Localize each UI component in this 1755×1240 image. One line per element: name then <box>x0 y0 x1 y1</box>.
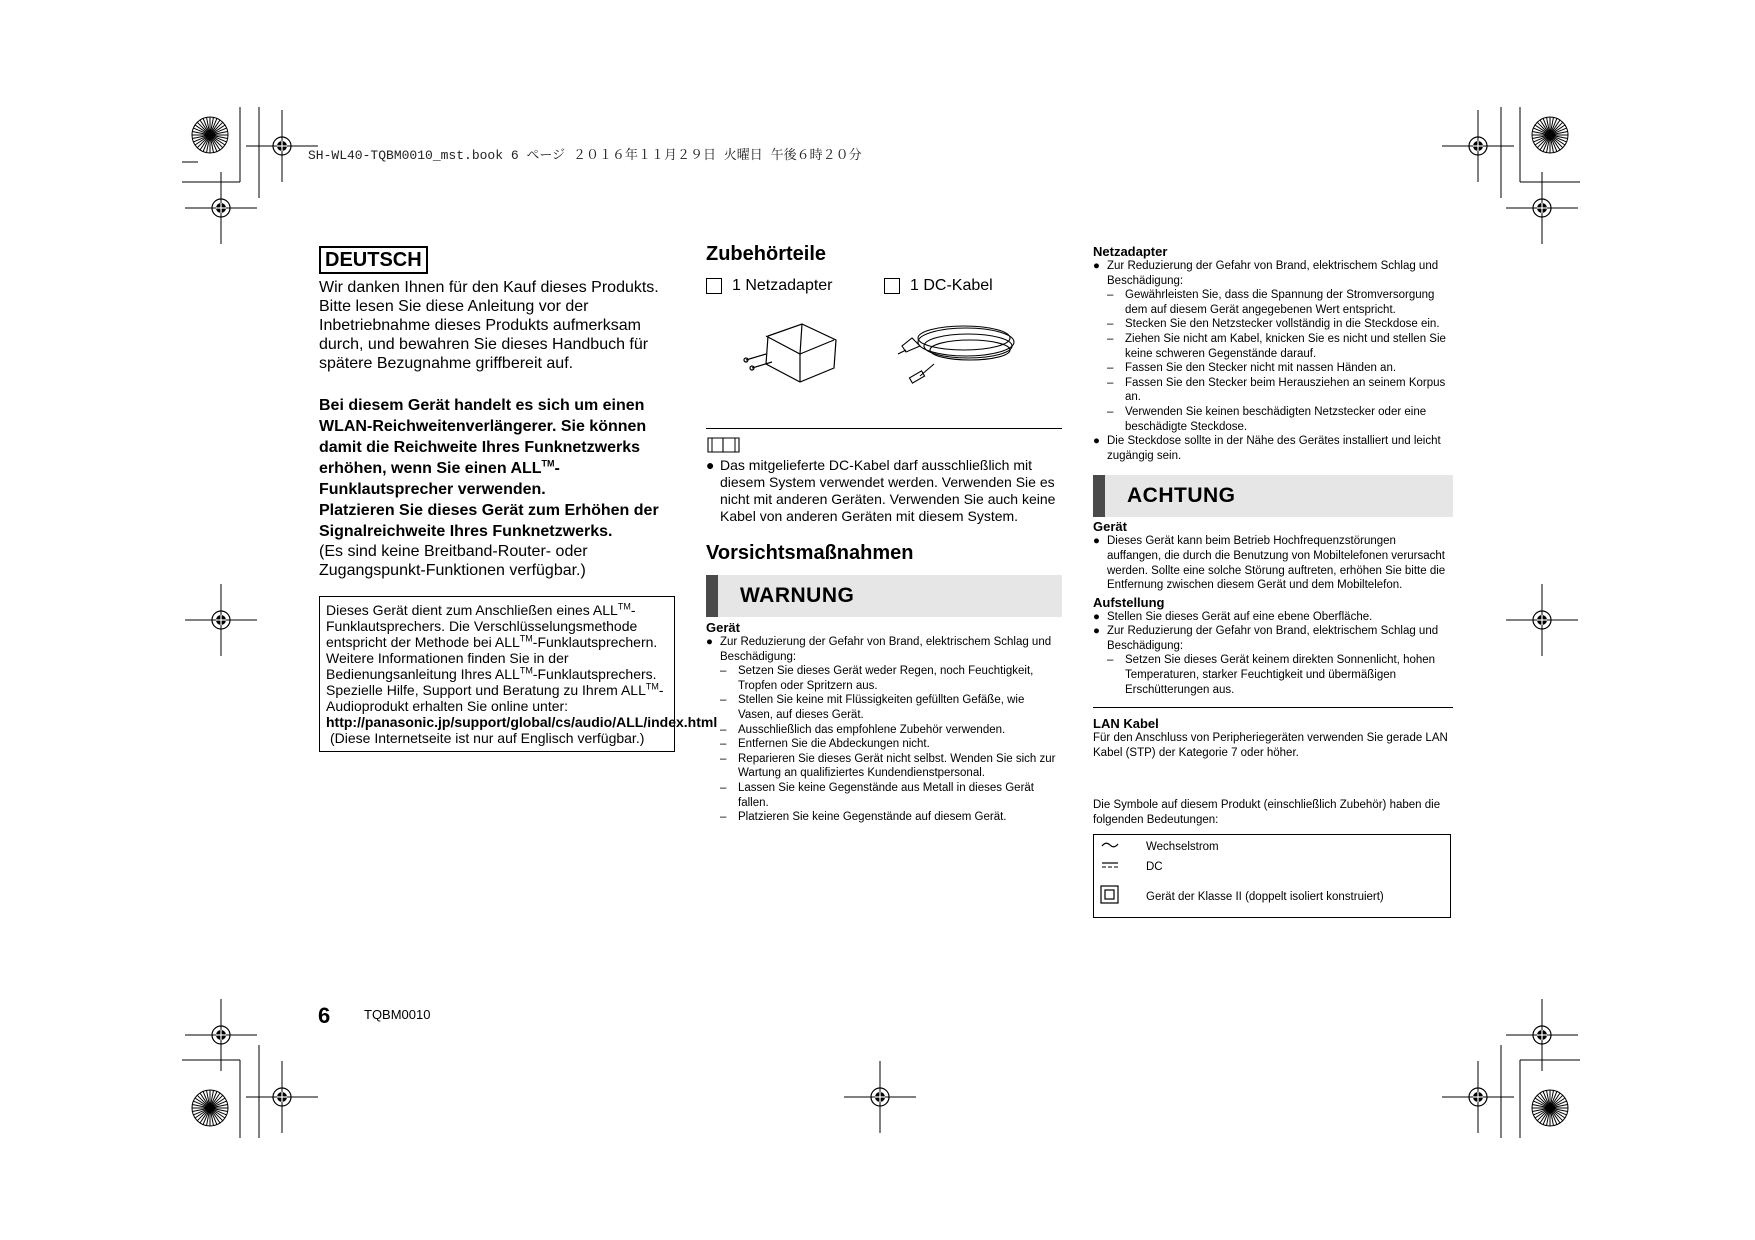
symbols-table <box>1093 834 1451 918</box>
precautions-title: Vorsichtsmaßnahmen <box>706 542 914 564</box>
intro-text: Wir danken Ihnen für den Kauf dieses Produkts. <box>319 279 659 296</box>
placement-dash-list <box>1093 653 1453 697</box>
ac-icon <box>1100 839 1120 851</box>
caution-banner: ACHTUNG <box>1093 475 1453 517</box>
lan-cable-heading: LAN Kabel <box>1093 716 1159 732</box>
symbol-row: Wechselstrom <box>1094 837 1450 857</box>
placement-bullet-1: ● Stellen Sie dieses Gerät auf eine ebene Oberfläche. <box>1093 610 1373 623</box>
list-item: – Setzen Sie dieses Gerät weder Regen, noch Feuchtigkeit, Tropfen oder Spritzern aus. <box>720 665 1034 692</box>
column-accessories <box>706 242 1062 825</box>
list-item: – Stellen Sie keine mit Flüssigkeiten gefüllten Gefäße, wie Vasen, auf dieses Gerät. <box>720 694 1025 721</box>
placement-heading: Aufstellung <box>1093 594 1165 610</box>
column-intro <box>319 246 718 752</box>
list-item: – Stecken Sie den Netzstecker vollständig in die Steckdose ein. <box>1107 318 1440 331</box>
book-header-line: SH-WL40-TQBM0010_mst.book 6 ページ ２０１６年１１月２９日 火曜日 午後６時２０分 <box>308 148 862 163</box>
list-item: – Reparieren Sie dieses Gerät nicht selbst. Wenden Sie sich zur Wartung an qualifiziertes Kundendienstpersonal. <box>720 752 1056 780</box>
symbol-row: Gerät der Klasse II (doppelt isoliert konstruiert) <box>1094 883 1450 911</box>
accessory-dc-cable: 1 DC-Kabel <box>884 276 993 296</box>
accessory-list <box>706 276 1062 296</box>
dc-cable-icon <box>898 326 1014 383</box>
intro-text-2: Bitte lesen Sie diese Anleitung vor der Inbetriebnahme dieses Produkts aufmerksam durch, und bewahren Sie dieses Handbuch für spätere Bezugnahme griffbereit auf. <box>319 298 649 372</box>
info-paragraph-1: Dieses Gerät dient zum Anschließen eines ALL™-Funklautsprechers. Die Verschlüsselungsmethode entspricht der Methode bei ALL™-Funklautsprechern. <box>326 601 658 650</box>
warning-dash-list <box>706 664 1062 825</box>
list-item: – Gewährleisten Sie, dass die Spannung der Stromversorgung dem auf diesem Gerät angegebenen Wert entspricht. <box>1107 289 1435 316</box>
language-note: (Diese Internetseite ist nur auf Englisch verfügbar.) <box>330 730 645 746</box>
warning-banner: WARNUNG <box>706 575 1062 617</box>
device-heading: Gerät <box>706 620 740 635</box>
accessory-illustrations <box>706 302 1062 392</box>
function-note: (Es sind keine Breitband-Router- oder Zugangspunkt-Funktionen verfügbar.) <box>319 543 588 579</box>
symbols-intro: Die Symbole auf diesem Produkt (einschließlich Zubehör) haben die folgenden Bedeutungen: <box>1093 799 1441 827</box>
dc-icon <box>1100 859 1120 871</box>
checkbox-icon <box>884 278 900 294</box>
accessories-title: Zubehörteile <box>706 243 827 265</box>
device-heading: Gerät <box>1093 519 1127 535</box>
placement-note: Platzieren Sie dieses Gerät zum Erhöhen der Signalreichweite Ihres Funknetzwerks. <box>319 502 659 540</box>
socket-bullet: ● Die Steckdose sollte in der Nähe des Gerätes installiert und leicht zugängig sein. <box>1093 435 1441 462</box>
dc-cable-note: ● Das mitgelieferte DC-Kabel darf ausschließlich mit diesem System verwendet werden. Verwenden Sie es nicht mit anderen Geräten. Verwenden Sie auch keine Kabel von anderen Geräten mit diesem System. <box>706 457 1056 524</box>
support-url: http://panasonic.jp/support/global/cs/audio/ALL/index.html <box>326 714 718 730</box>
list-item: – Fassen Sie den Stecker beim Herausziehen an seinem Korpus an. <box>1107 376 1446 404</box>
list-item: – Setzen Sie dieses Gerät keinem direkten Sonnenlicht, hohen Temperaturen, starker Feuchtigkeit und übermäßigen Erschütterungen aus. <box>1107 654 1436 696</box>
interference-bullet: ● Dieses Gerät kann beim Betrieb Hochfrequenzstörungen auffangen, die durch die Benutzung von Mobiltelefonen verursacht werden. Sollte eine solche Störung auftreten, erhöhen Sie bitte die Entfernung zwischen diesem Gerät und dem Mobiltelefon. <box>1093 535 1446 592</box>
device-description: Bei diesem Gerät handelt es sich um einen WLAN-Reichweitenverlängerer. Sie können damit die Reichweite Ihres Funknetzwerks erhöhen, wenn Sie einen ALL™-Funklautsprecher verwenden. <box>319 397 647 498</box>
info-box <box>319 596 718 752</box>
lan-cable-text: Für den Anschluss von Peripheriegeräten verwenden Sie gerade LAN Kabel (STP) der Kategorie 7 oder höher. <box>1093 732 1448 759</box>
divider <box>706 428 1062 429</box>
list-item: – Verwenden Sie keinen beschädigten Netzstecker oder eine beschädigte Steckdose. <box>1107 405 1427 433</box>
class2-icon <box>1100 885 1120 905</box>
ac-adaptor-icon <box>744 324 836 382</box>
placement-bullet-2: ● Zur Reduzierung der Gefahr von Brand, elektrischem Schlag und Beschädigung: <box>1093 625 1439 652</box>
info-paragraph-2: Weitere Informationen finden Sie in der Bedienungsanleitung Ihres ALL™-Funklautsprechers. <box>326 650 657 682</box>
list-item: – Ziehen Sie nicht am Kabel, knicken Sie es nicht und stellen Sie keine schweren Gegenstände darauf. <box>1107 332 1446 360</box>
list-item: – Fassen Sie den Stecker nicht mit nassen Händen an. <box>1107 362 1397 375</box>
divider <box>1093 707 1453 708</box>
accessory-ac-adaptor: 1 Netzadapter <box>706 276 884 296</box>
language-label: DEUTSCH <box>319 246 428 274</box>
list-item: – Entfernen Sie die Abdeckungen nicht. <box>720 738 930 751</box>
document-code: TQBM0010 <box>364 1007 431 1022</box>
list-item: – Ausschließlich das empfohlene Zubehör verwenden. <box>720 723 1006 736</box>
list-item: – Platzieren Sie keine Gegenstände auf diesem Gerät. <box>720 811 1007 824</box>
info-paragraph-3: Spezielle Hilfe, Support und Beratung zu Ihrem ALL™-Audioprodukt erhalten Sie online unter: <box>326 681 664 714</box>
ac-adaptor-bullet: ● Zur Reduzierung der Gefahr von Brand, elektrischem Schlag und Beschädigung: <box>1093 260 1439 287</box>
book-icon <box>706 435 742 455</box>
warning-bullet: ● Zur Reduzierung der Gefahr von Brand, elektrischem Schlag und Beschädigung: <box>706 636 1052 663</box>
page-number: 6 <box>318 1003 331 1028</box>
column-safety <box>1093 244 1453 918</box>
list-item: – Lassen Sie keine Gegenstände aus Metall in dieses Gerät fallen. <box>720 781 1034 809</box>
symbol-row: DC <box>1094 857 1450 877</box>
checkbox-icon <box>706 278 722 294</box>
ac-adaptor-heading: Netzadapter <box>1093 244 1168 259</box>
ac-adaptor-dash-list <box>1093 288 1453 434</box>
